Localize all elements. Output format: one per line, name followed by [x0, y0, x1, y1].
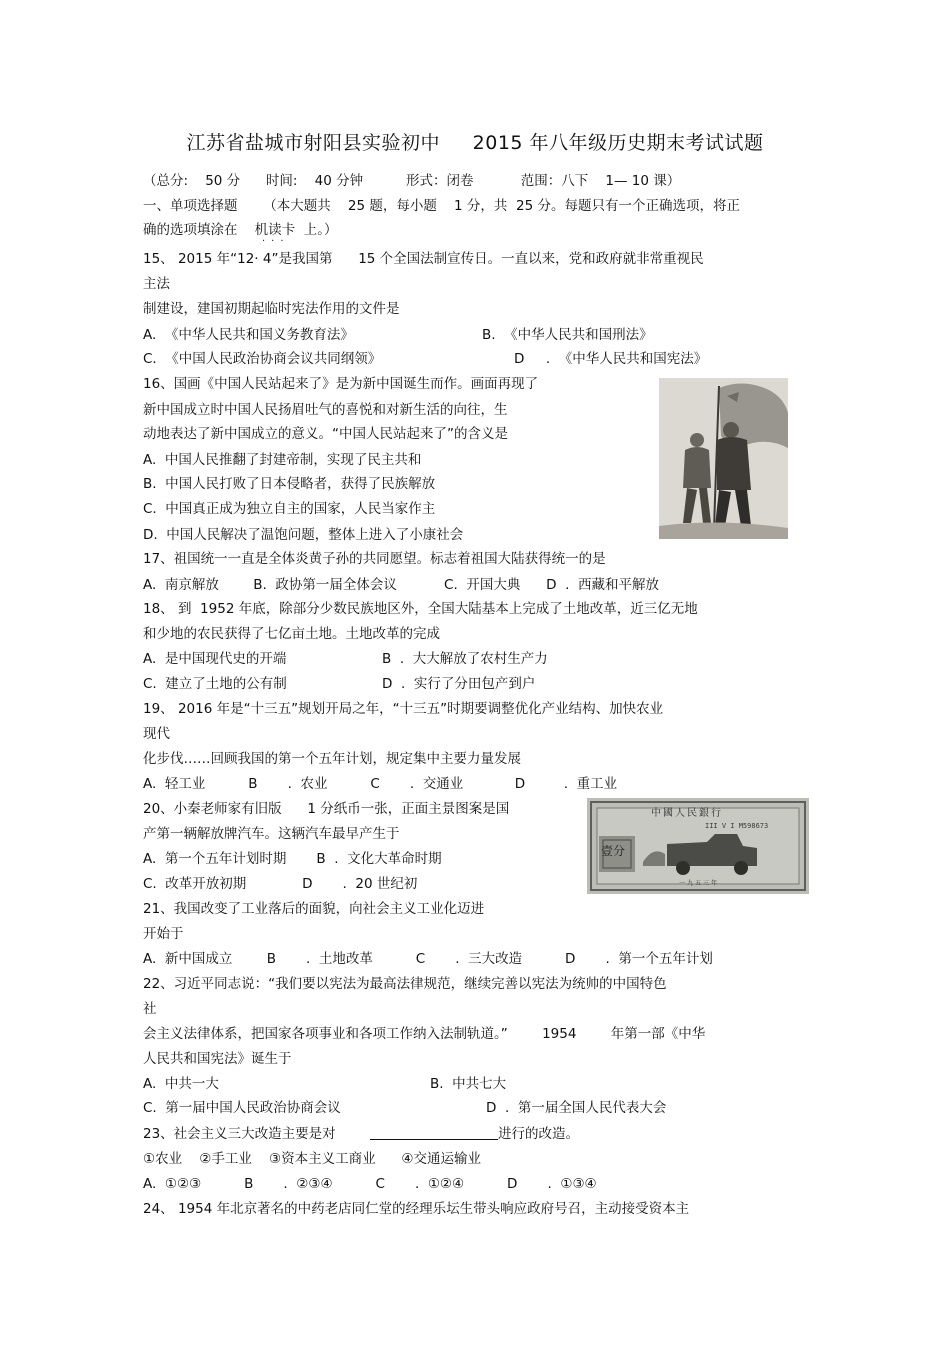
q20-stem: 20、小秦老师家有旧版 1 分纸币一张，正面主景图案是国 — [143, 801, 510, 817]
q22-option-c: C. 第一届中国人民政治协商会议 — [143, 1100, 341, 1116]
q19-stem-3: 化步伐……回顾我国的第一个五年计划，规定集中主要力量发展 — [143, 751, 521, 767]
q22-option-d: D . 第一届全国人民代表大会 — [486, 1100, 667, 1116]
q18-option-a: A. 是中国现代史的开端 — [143, 651, 287, 667]
q16-option-b: B. 中国人民打败了日本侵略者，获得了民族解放 — [143, 476, 436, 492]
q22-option-b: B. 中共七大 — [430, 1076, 507, 1092]
answer-blank[interactable] — [370, 1125, 498, 1140]
q21-stem-2: 开始于 — [143, 926, 184, 942]
section-heading: 一、单项选择题 （本大题共 25 题，每小题 1 分，共 25 分。每题只有一个正确选项，将正 — [143, 198, 740, 214]
q18-option-b: B . 大大解放了农村生产力 — [382, 651, 548, 667]
q19-options: A. 轻工业 B . 农业 C . 交通业 D . 重工业 — [143, 776, 618, 792]
q23-stem-end: 进行的改造。 — [498, 1126, 580, 1142]
q24-stem: 24、 1954 年北京著名的中药老店同仁堂的经理乐坛生带头响应政府号召，主动接受资本主 — [143, 1201, 690, 1217]
q20-stem-2: 产第一辆解放牌汽车。这辆汽车最早产生于 — [143, 826, 400, 842]
q16-stem-3: 动地表达了新中国成立的意义。“中国人民站起来了”的含义是 — [143, 426, 508, 442]
q15-option-d: D . 《中华人民共和国宪法》 — [514, 351, 708, 367]
q22-stem: 22、习近平同志说：“我们要以宪法为最高法律规范，继续完善以宪法为统帅的中国特色 — [143, 976, 667, 992]
q19-stem: 19、 2016 年是“十三五”规划开局之年，“十三五”时期要调整优化产业结构、加快农业 — [143, 701, 664, 717]
q23-stem — [143, 1125, 579, 1143]
banknote-bank-name: 中國人民銀行 — [651, 808, 723, 819]
q19-stem-2: 现代 — [143, 726, 170, 742]
emphasis-dots: ··· — [262, 236, 290, 247]
q23-items: ①农业 ②手工业 ③资本主义工商业 ④交通运输业 — [143, 1151, 481, 1167]
q18-option-d: D . 实行了分田包产到户 — [382, 676, 536, 692]
banknote-denomination: 壹分 — [601, 844, 626, 858]
q23-stem-start: 23、社会主义三大改造主要是对 — [143, 1126, 336, 1142]
q16-option-a: A. 中国人民推翻了封建帝制，实现了民主共和 — [143, 452, 422, 468]
banknote-serial: III V I M598673 — [705, 822, 769, 830]
q16-stem: 16、国画《中国人民站起来了》是为新中国诞生而作。画面再现了 — [143, 376, 539, 392]
q22-option-a: A. 中共一大 — [143, 1076, 219, 1092]
q22-stem-4: 人民共和国宪法》诞生于 — [143, 1051, 292, 1067]
q15-option-a: A. 《中华人民共和国义务教育法》 — [143, 327, 354, 343]
q15-option-c: C. 《中国人民政治协商会议共同纲领》 — [143, 351, 382, 367]
q15-stem-2: 主法 — [143, 276, 170, 292]
poster-illustration — [659, 378, 788, 539]
q17-stem: 17、祖国统一一直是全体炎黄子孙的共同愿望。标志着祖国大陆获得统一的是 — [143, 551, 606, 567]
q17-options: A. 南京解放 B. 政协第一届全体会议 C. 开国大典 D . 西藏和平解放 — [143, 577, 659, 593]
q22-stem-2: 社 — [143, 1001, 157, 1017]
q21-stem: 21、我国改变了工业落后的面貌，向社会主义工业化迈进 — [143, 901, 485, 917]
q18-option-c: C. 建立了土地的公有制 — [143, 676, 287, 692]
q20-options-cd: C. 改革开放初期 D . 20 世纪初 — [143, 876, 418, 892]
q21-options: A. 新中国成立 B . 土地改革 C . 三大改造 D . 第一个五年计划 — [143, 951, 713, 967]
q22-stem-3: 会主义法律体系，把国家各项事业和各项工作纳入法制轨道。” 1954 年第一部《中华 — [143, 1026, 706, 1042]
q18-stem: 18、 到 1952 年底，除部分少数民族地区外，全国大陆基本上完成了土地改革，近三亿无地 — [143, 601, 698, 617]
q15-stem-3: 制建设，建国初期起临时宪法作用的文件是 — [143, 301, 400, 317]
q15-option-b: B. 《中华人民共和国刑法》 — [482, 327, 653, 343]
q16-stem-2: 新中国成立时中国人民扬眉吐气的喜悦和对新生活的向往，生 — [143, 402, 508, 418]
page-title: 江苏省盐城市射阳县实验初中 2015 年八年级历史期末考试试题 — [186, 132, 764, 154]
q18-stem-2: 和少地的农民获得了七亿亩土地。土地改革的完成 — [143, 626, 440, 642]
q20-options-ab: A. 第一个五年计划时期 B . 文化大革命时期 — [143, 851, 442, 867]
q16-option-c: C. 中国真正成为独立自主的国家，人民当家作主 — [143, 501, 436, 517]
q23-options: A. ①②③ B . ②③④ C . ①②④ D . ①③④ — [143, 1176, 597, 1192]
exam-meta: （总分: 50 分 时间: 40 分钟 形式：闭卷 范围：八下 1— 10 课） — [143, 173, 681, 189]
section-heading-cont: 确的选项填涂在 机读卡 上。） — [143, 222, 338, 238]
q16-option-d: D. 中国人民解决了温饱问题，整体上进入了小康社会 — [143, 527, 464, 543]
banknote-image — [587, 798, 809, 894]
banknote-year: 一九五三年 — [679, 880, 720, 887]
q15-stem: 15、 2015 年“12· 4”是我国第 15 个全国法制宣传日。一直以来，党和政府就非常重视民 — [143, 251, 704, 267]
